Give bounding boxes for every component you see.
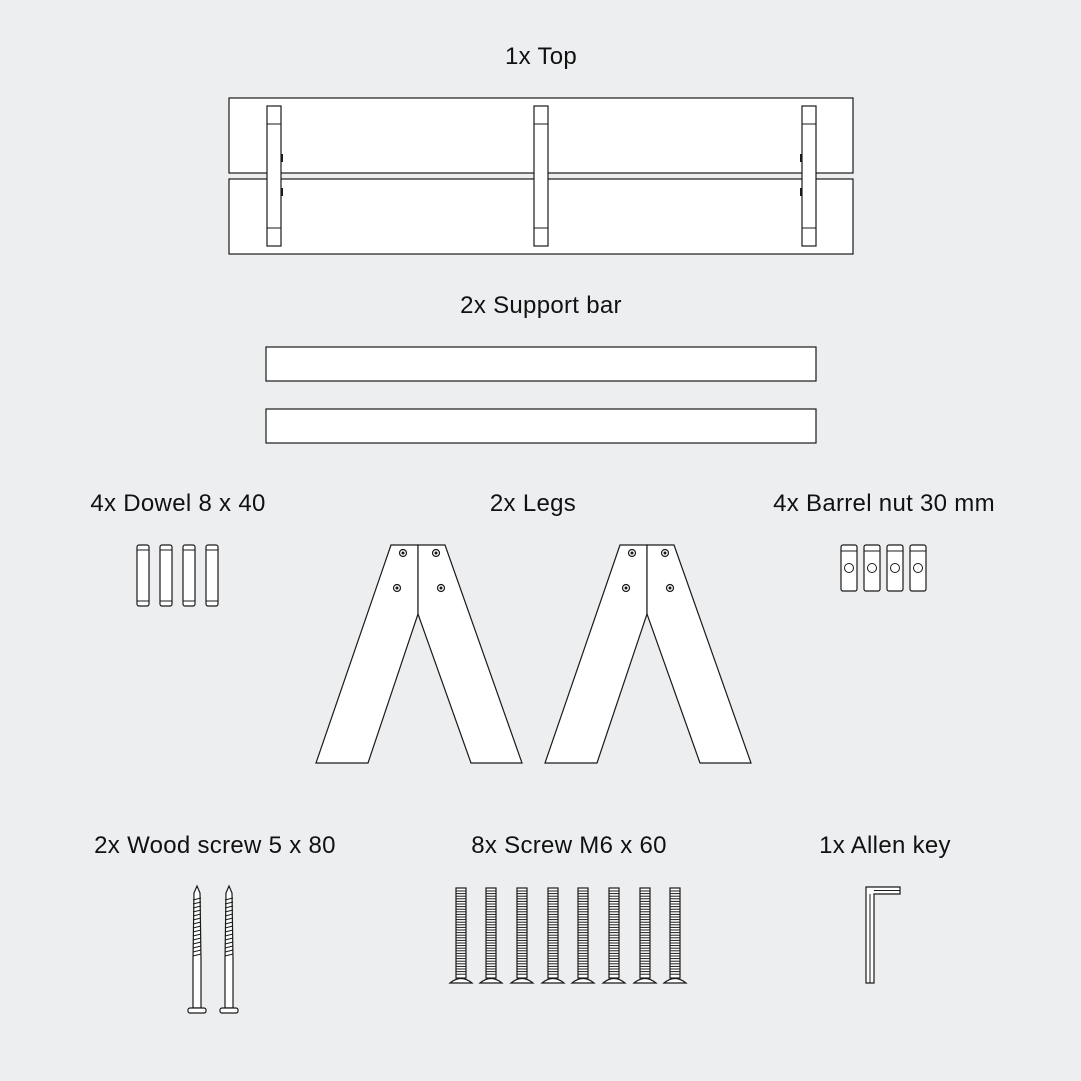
top-label: 1x Top <box>504 43 578 70</box>
leg-2 <box>545 545 751 763</box>
legs-part <box>316 545 751 763</box>
screw-m6-part <box>450 888 686 983</box>
top-part <box>229 98 853 254</box>
dowel-4 <box>206 545 218 606</box>
top-batten-left <box>267 106 283 246</box>
barrel-nut-4 <box>910 545 926 591</box>
wood-screw-part <box>188 886 238 1013</box>
wood-screw-2 <box>220 886 238 1013</box>
leg-1 <box>316 545 522 763</box>
screw-m6-5 <box>572 888 594 983</box>
barrel-nut-part <box>841 545 926 591</box>
screw-m6-6 <box>603 888 625 983</box>
screw-m6-label: 8x Screw M6 x 60 <box>471 832 667 859</box>
barrel-nut-3 <box>887 545 903 591</box>
allen-key-label: 1x Allen key <box>819 832 951 859</box>
screw-m6-1 <box>450 888 472 983</box>
dowel-part <box>137 545 218 606</box>
dowel-label: 4x Dowel 8 x 40 <box>90 490 266 517</box>
screw-m6-8 <box>664 888 686 983</box>
top-batten-middle <box>534 106 548 246</box>
dowel-2 <box>160 545 172 606</box>
barrel-nut-label: 4x Barrel nut 30 mm <box>773 490 995 517</box>
support-bar-part <box>266 347 816 443</box>
wood-screw-label: 2x Wood screw 5 x 80 <box>94 832 336 859</box>
dowel-3 <box>183 545 195 606</box>
wood-screw-1 <box>188 886 206 1013</box>
screw-m6-2 <box>480 888 502 983</box>
barrel-nut-2 <box>864 545 880 591</box>
screw-m6-3 <box>511 888 533 983</box>
support-bar-2 <box>266 409 816 443</box>
support-bar-label: 2x Support bar <box>460 292 622 319</box>
screw-m6-7 <box>634 888 656 983</box>
support-bar-1 <box>266 347 816 381</box>
legs-label: 2x Legs <box>489 490 577 517</box>
dowel-1 <box>137 545 149 606</box>
allen-key-part <box>866 887 900 983</box>
barrel-nut-1 <box>841 545 857 591</box>
top-batten-right <box>800 106 816 246</box>
screw-m6-4 <box>542 888 564 983</box>
